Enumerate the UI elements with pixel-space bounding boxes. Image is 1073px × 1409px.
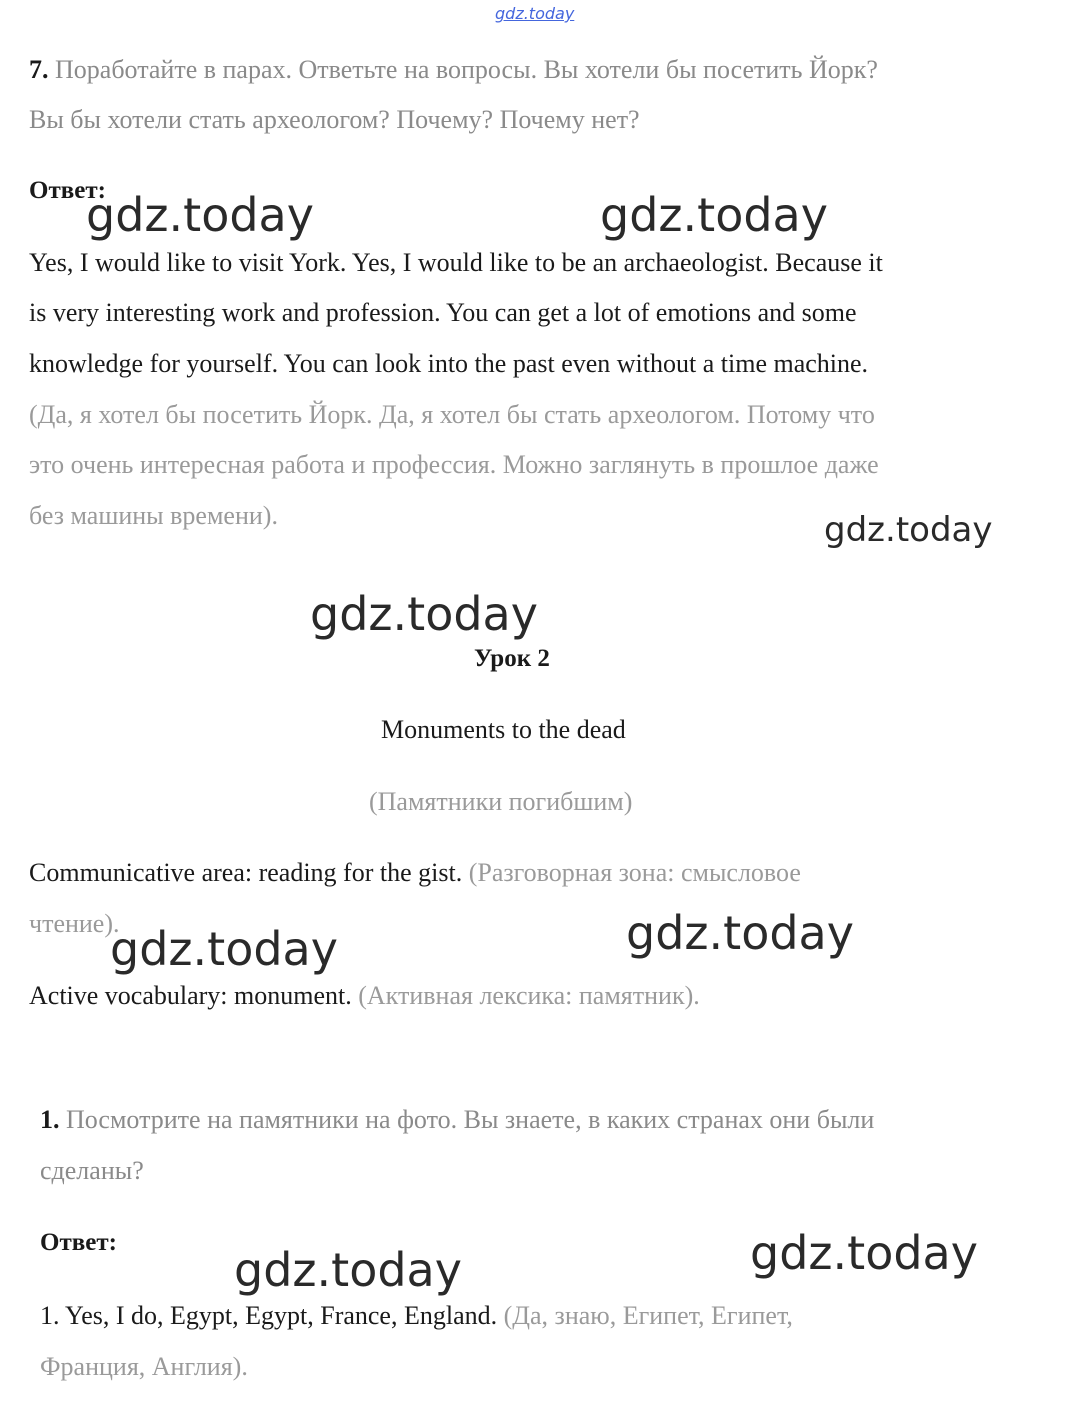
task-1-line-1 [40, 1105, 874, 1135]
task-7-answer-en-3: knowledge for yourself. You can look into the past even without a time machine. [29, 349, 869, 378]
task-7-text-1: Поработайте в парах. Ответьте на вопросы. Вы хотели бы посетить Йорк? [55, 55, 878, 84]
watermark: gdz.today [626, 906, 854, 960]
task-1-answer-label: Ответ: [40, 1229, 117, 1256]
task-7-answer-label: Ответ: [29, 177, 106, 204]
task-7-answer-ru-2: это очень интересная работа и профессия. Можно заглянуть в прошлое даже [29, 450, 879, 479]
watermark: gdz.today [86, 188, 314, 242]
active-vocabulary [29, 981, 700, 1011]
task-7-number: 7. [29, 55, 49, 84]
watermark: gdz.today [310, 587, 538, 641]
watermark: gdz.today [600, 188, 828, 242]
task-1-answer-ru-1: (Да, знаю, Египет, Египет, [503, 1301, 793, 1330]
lesson-subtitle-en: Monuments to the dead [381, 715, 626, 744]
watermark: gdz.today [234, 1243, 462, 1297]
watermark: gdz.today [110, 922, 338, 976]
lesson-title: Урок 2 [474, 645, 550, 672]
task-1-number: 1. [40, 1105, 60, 1134]
task-7-answer-ru-3: без машины времени). [29, 501, 278, 530]
task-1-answer-ru-2: Франция, Англия). [40, 1352, 248, 1381]
task-7-line-1 [29, 55, 878, 85]
communicative-area-en: Communicative area: reading for the gist. [29, 858, 463, 887]
task-1-answer-en: 1. Yes, I do, Egypt, Egypt, France, England. [40, 1301, 498, 1330]
active-vocabulary-en: Active vocabulary: monument. [29, 981, 352, 1010]
header-watermark: gdz.today [495, 4, 575, 23]
task-7-answer-en-2: is very interesting work and profession. You can get a lot of emotions and some [29, 298, 857, 327]
active-vocabulary-ru: (Активная лексика: памятник). [358, 981, 700, 1010]
task-7-answer-ru-1: (Да, я хотел бы посетить Йорк. Да, я хотел бы стать археологом. Потому что [29, 400, 875, 429]
communicative-area-ru-2: чтение). [29, 909, 120, 938]
communicative-area [29, 858, 801, 888]
task-7-answer-en-1: Yes, I would like to visit York. Yes, I would like to be an archaeologist. Because it [29, 248, 883, 277]
task-1-text-1: Посмотрите на памятники на фото. Вы знаете, в каких странах они были [66, 1105, 875, 1134]
communicative-area-ru: (Разговорная зона: смысловое [468, 858, 801, 887]
watermark: gdz.today [824, 510, 993, 550]
task-1-answer-line-1 [40, 1301, 793, 1331]
watermark: gdz.today [750, 1226, 978, 1280]
task-7-text-2: Вы бы хотели стать археологом? Почему? Почему нет? [29, 105, 640, 134]
task-1-text-2: сделаны? [40, 1156, 144, 1185]
lesson-subtitle-ru: (Памятники погибшим) [369, 787, 633, 816]
